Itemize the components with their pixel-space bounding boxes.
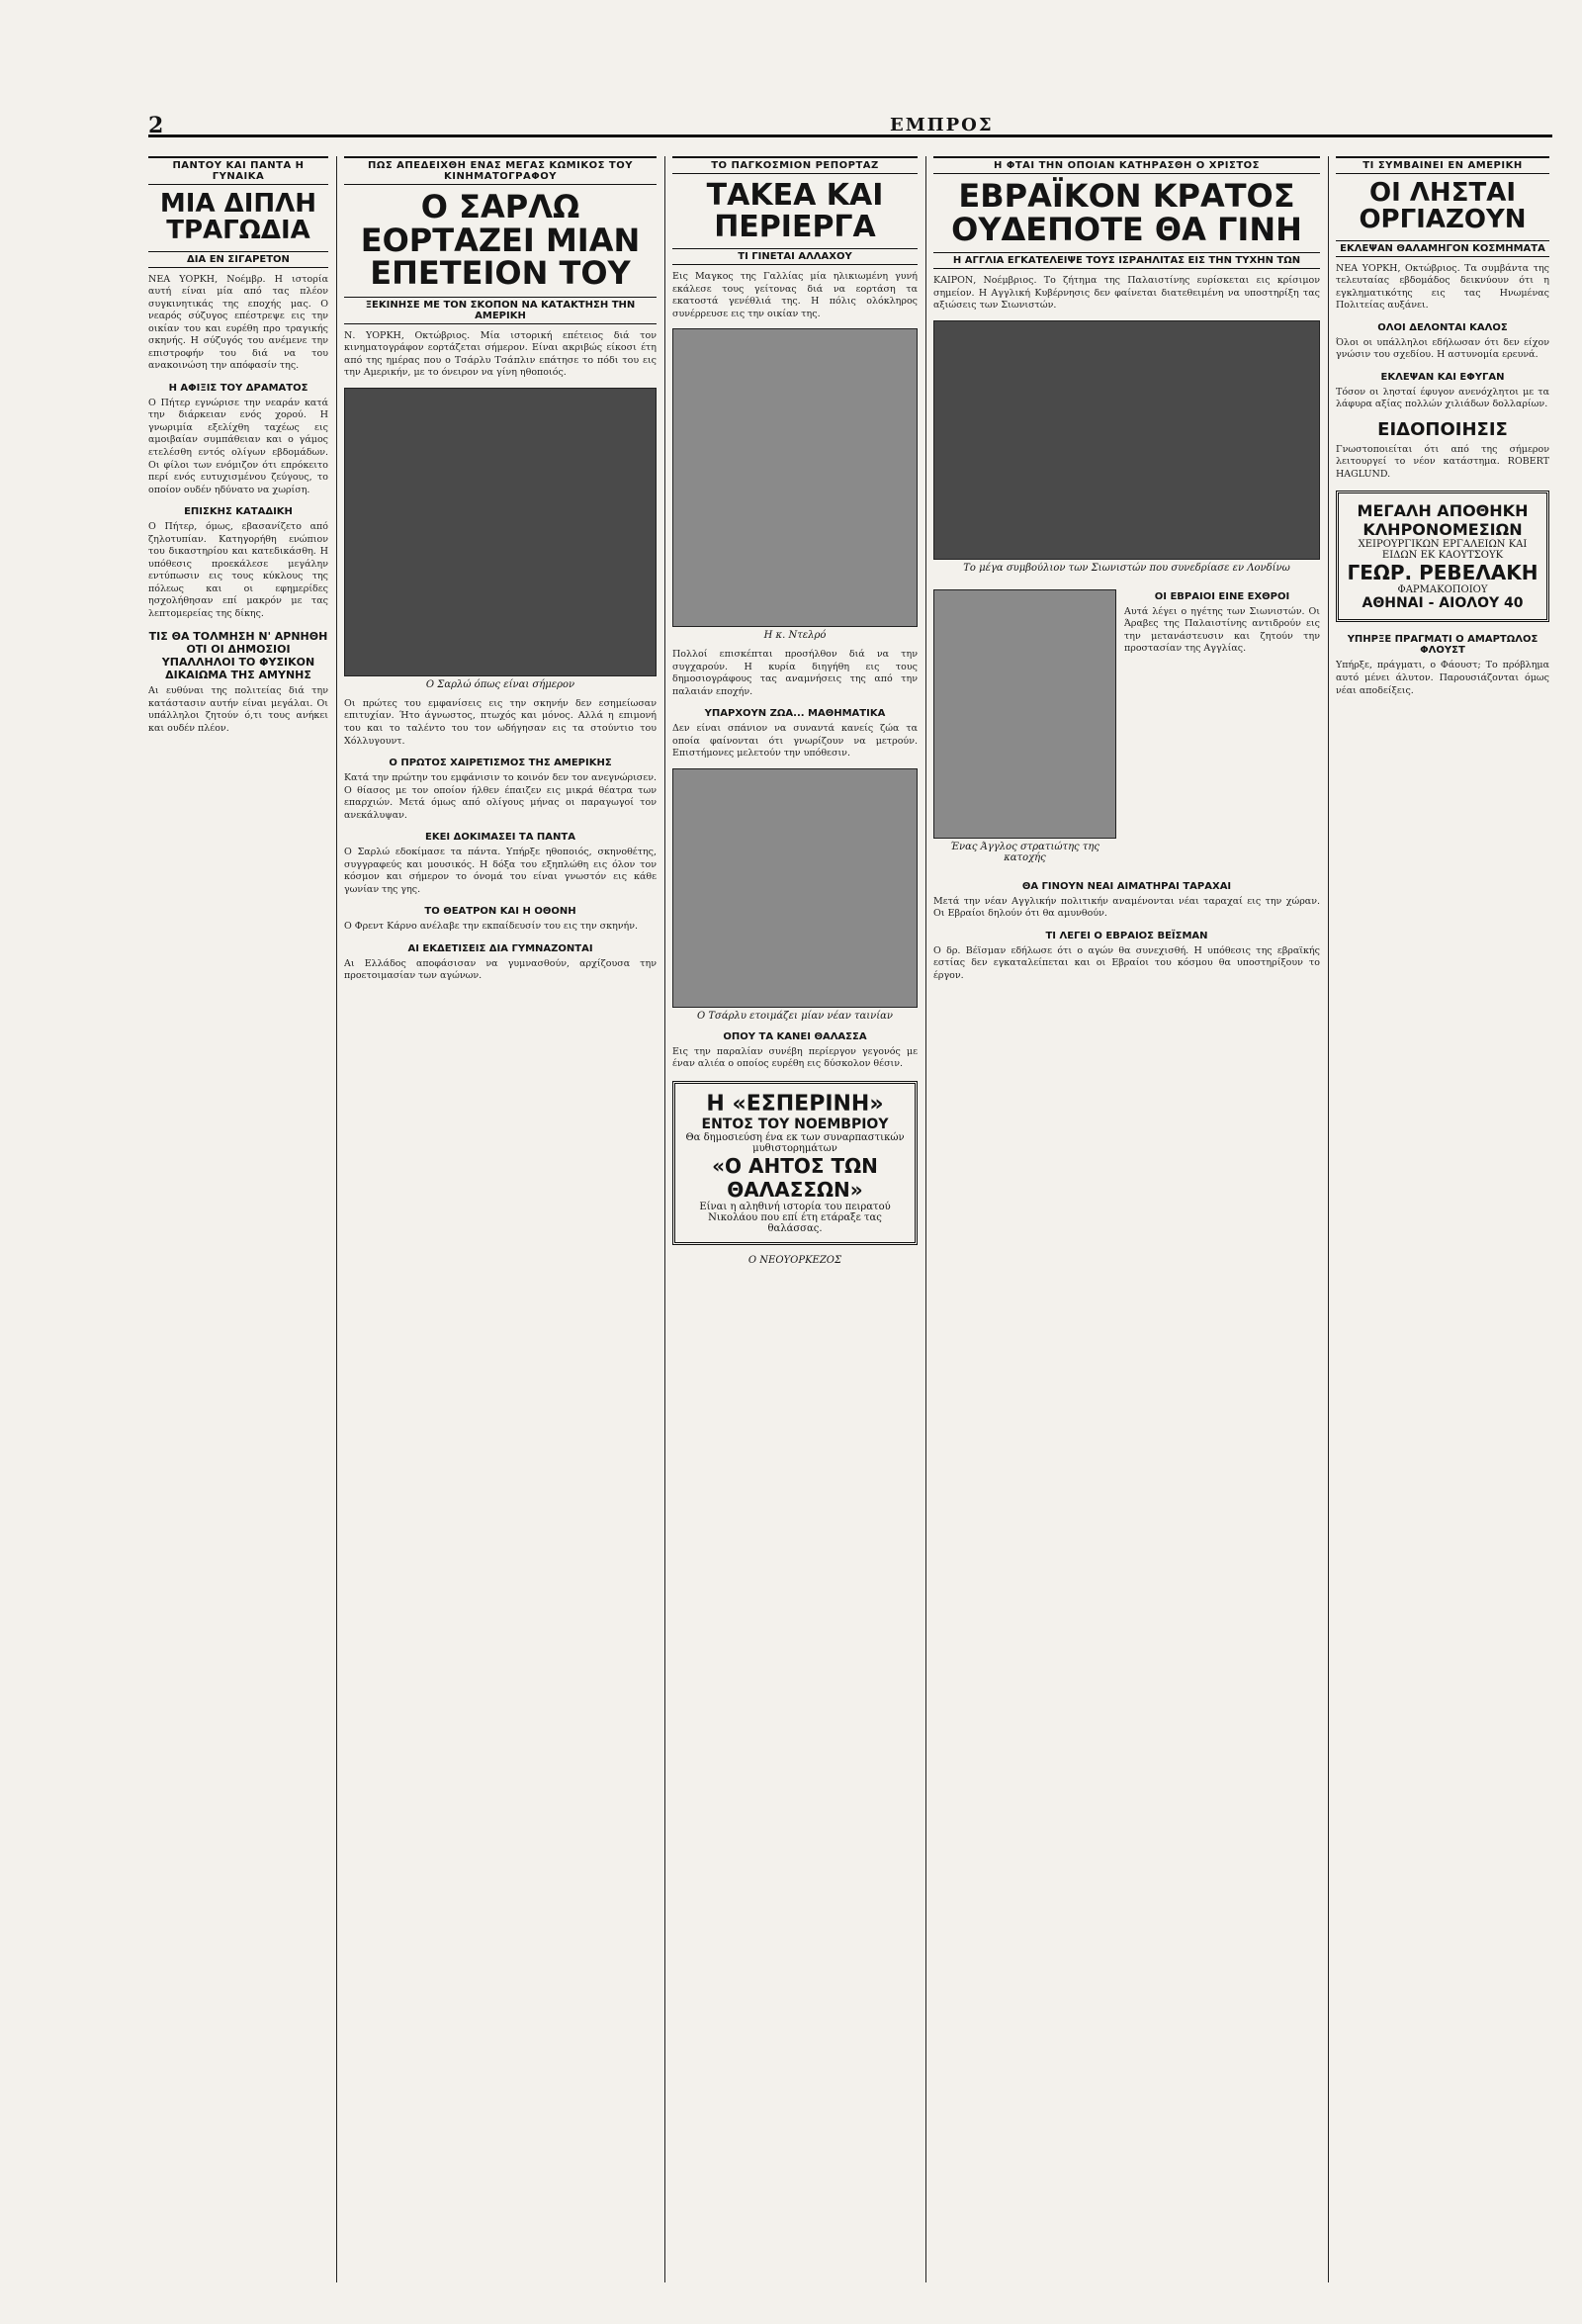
ad-address: ΑΘΗΝΑΙ - ΑΙΟΛΟΥ 40	[1362, 595, 1524, 612]
article-body: Ν. ΥΟΡΚΗ, Οκτώβριος. Μία ιστορική επέτειος διά τον κινηματογράφον εορτάζεται σήμερον. Είναι ακριβώς είκοσι έτη από της ημέρας που ο Τσάρλυ Τσάπλιν επάτησε το πόδι του εις την Αμερικήν, με το όνειρον να γίνη ηθοποιός.	[344, 329, 657, 379]
article-body: Εις την παραλίαν συνέβη περίεργον γεγονός με έναν αλιέα ο οποίος ευρέθη εις δύσκολον θέσιν.	[672, 1045, 918, 1070]
article-deck: ΔΙΑ ΕΝ ΣΙΓΑΡΕΤΟΝ	[148, 251, 328, 268]
article-subhead: ΕΠΙΣΚΗΣ ΚΑΤΑΔΙΚΗ	[184, 506, 293, 518]
photo-caption: Η κ. Ντελρό	[763, 630, 827, 642]
article-body: Ο δρ. Βέϊσμαν εδήλωσε ότι ο αγών θα συνεχισθή. Η υπόθεσις της εβραϊκής εστίας δεν εγκαταλείπεται και οι Εβραίοι του κόσμου θα υποστηρίξουν το έργον.	[933, 944, 1320, 981]
article-body: Κατά την πρώτην του εμφάνισιν το κοινόν δεν τον ανεγνώρισεν. Ο θίασος με τον οποίον ήλθεν έπαιζεν εις μικρά θέατρα των επαρχιών. Μετά όμως από ολίγους μήνας οι παραγωγοί τον ανεκάλυψαν.	[344, 772, 657, 821]
article-body: ΝΕΑ ΥΟΡΚΗ, Νοέμβρ. Η ιστορία αυτή είναι μία από τας πλέον συγκινητικάς της εποχής μας. Ο νεαρός σύζυγος επέστρεψε εις την οικίαν του και ευρέθη προ τραγικής σκηνής. Η σύζυγός του ανέμενε την επιστροφήν του διά να του ανακοινώση την απόφασίν της.	[148, 273, 328, 372]
article-subhead: ΤΙ ΛΕΓΕΙ Ο ΕΒΡΑΙΟΣ ΒΕΪΣΜΑΝ	[1045, 930, 1208, 941]
article-body: Μετά την νέαν Αγγλικήν πολιτικήν αναμένονται νέαι ταραχαί εις την χώραν. Οι Εβραίοι δηλούν ότι θα αμυνθούν.	[933, 895, 1320, 920]
article-chaplin	[344, 156, 657, 983]
article-body: Πολλοί επισκέπται προσήλθον διά να την συγχαρούν. Η κυρία διηγήθη εις τους δημοσιογράφους τας αναμνήσεις της από την παλαιάν εποχήν.	[672, 649, 918, 697]
article-headline: Ο ΣΑΡΛΩ ΕΟΡΤΑΖΕΙ ΜΙΑΝ ΕΠΕΤΕΙΟΝ ΤΟΥ	[360, 188, 641, 293]
article-double-tragedy	[148, 156, 328, 735]
pharmacy-advertisement	[1336, 491, 1549, 622]
article-body: Δεν είναι σπάνιον να συναντά κανείς ζώα τα οποία φαίνονται ότι γνωρίζουν να μετρούν. Επιστήμονες μελετούν την υπόθεσιν.	[672, 723, 918, 760]
article-subhead: ΤΟ ΘΕΑΤΡΟΝ ΚΑΙ Η ΟΘΟΝΗ	[424, 906, 576, 918]
article-body: ΝΕΑ ΥΟΡΚΗ, Οκτώβριος. Τα συμβάντα της τελευταίας εβδομάδος δεικνύουν ότι η εγκληματικότης εις τας Ηνωμένας Πολιτείας αυξάνει.	[1336, 262, 1549, 312]
article-subhead: ΥΠΑΡΧΟΥΝ ΖΩΑ... ΜΑΘΗΜΑΤΙΚΑ	[704, 708, 886, 720]
article-body: Ο Πήτερ, όμως, εβασανίζετο από ζηλοτυπίαν. Κατηγορήθη ενώπιον του δικαστηρίου και κατεδικάσθη. Η υπόθεσις προεκάλεσε μεγάλην εντύπωσιν εις τους κύκλους της πόλεως και οι εφημερίδες ησχολήθησαν επί μακρόν με τας λεπτομερείας της δίκης.	[148, 521, 328, 619]
notices-heading: ΕΙΔΟΠΟΙΗΣΙΣ	[1377, 418, 1508, 440]
photo-caption: Ο Τσάρλυ ετοιμάζει μίαν νέαν ταινίαν	[696, 1010, 893, 1022]
article-subhead: Ο ΠΡΩΤΟΣ ΧΑΙΡΕΤΙΣΜΟΣ ΤΗΣ ΑΜΕΡΙΚΗΣ	[389, 758, 612, 769]
article-body: Υπήρξε, πράγματι, ο Φάουστ; Το πρόβλημα αυτό μένει άλυτον. Παρουσιάζονται όμως νέαι αποδείξεις.	[1336, 660, 1549, 696]
article-deck: ΞΕΚΙΝΗΣΕ ΜΕ ΤΟΝ ΣΚΟΠΟΝ ΝΑ ΚΑΤΑΚΤΗΣΗ ΤΗΝ ΑΜΕΡΙΚΗ	[344, 297, 657, 324]
ad-line: Είναι η αληθινή ιστορία του πειρατού Νικολάου που επί έτη ετάραξε τας θαλάσσας.	[699, 1201, 891, 1234]
article-kicker: Η ΦΤΑΙ ΤΗΝ ΟΠΟΙΑΝ ΚΑΤΗΡΑΣΘΗ Ο ΧΡΙΣΤΟΣ	[933, 156, 1320, 174]
article-deck: ΕΚΛΕΨΑΝ ΘΑΛΑΜΗΓΟΝ ΚΟΣΜΗΜΑΤΑ	[1336, 240, 1549, 257]
ad-title: ΜΕΓΑΛΗ ΑΠΟΘΗΚΗ ΚΛΗΡΟΝΟΜΕΣΙΩΝ	[1357, 501, 1529, 540]
article-robbers	[1336, 156, 1549, 697]
article-kicker: ΠΑΝΤΟΥ ΚΑΙ ΠΑΝΤΑ Η ΓΥΝΑΙΚΑ	[148, 156, 328, 185]
article-body: Ο Σαρλώ εδοκίμασε τα πάντα. Υπήρξε ηθοποιός, σκηνοθέτης, συγγραφεύς και μουσικός. Η δόξα του εξηπλώθη εις όλον τον κόσμον και σήμερον το όνομά του είναι γνωστόν εις κάθε γωνίαν της γης.	[344, 847, 657, 895]
page-number: 2	[148, 113, 164, 138]
article-kicker: ΤΙ ΣΥΜΒΑΙΝΕΙ ΕΝ ΑΜΕΡΙΚΗ	[1336, 156, 1549, 174]
article-body: Αι Ελλάδος αποφάσισαν να γυμνασθούν, αρχίζουσα την προετοιμασίαν των αγώνων.	[344, 957, 657, 982]
article-body: Οι πρώτες του εμφανίσεις εις την σκηνήν δεν εσημείωσαν επιτυχίαν. Ήτο άγνωστος, πτωχός και μόνος. Αλλά η επιμονή του και το ταλέντο του τον ωδήγησαν εις τα στούντιο του Χόλλυγουντ.	[344, 697, 657, 747]
photo-caption: Ένας Άγγλος στρατιώτης της κατοχής	[950, 841, 1099, 863]
article-headline: ΜΙΑ ΔΙΠΛΗ ΤΡΑΓΩΔΙΑ	[159, 189, 317, 246]
article-subhead: ΥΠΗΡΞΕ ΠΡΑΓΜΑΤΙ Ο ΑΜΑΡΤΩΛΟΣ ΦΛΟΥΣΤ	[1347, 634, 1538, 657]
column-rule	[336, 156, 337, 2282]
split-left	[933, 581, 1116, 871]
article-headline: ΕΒΡΑΪΚΟΝ ΚΡΑΤΟΣ ΟΥΔΕΠΟΤΕ ΘΑ ΓΙΝΗ	[951, 177, 1302, 248]
woman-photo	[672, 328, 918, 627]
ad-line: ΕΝΤΟΣ ΤΟΥ ΝΟΕΜΒΡΙΟΥ	[701, 1116, 889, 1132]
article-jewish-state	[933, 156, 1320, 982]
article-kicker: ΠΩΣ ΑΠΕΔΕΙΧΘΗ ΕΝΑΣ ΜΕΓΑΣ ΚΩΜΙΚΟΣ ΤΟΥ ΚΙΝΗΜΑΤΟΓΡΑΦΟΥ	[344, 156, 657, 185]
article-headline: ΤΑΚΕΑ ΚΑΙ ΠΕΡΙΕΡΓΑ	[706, 178, 884, 244]
ad-title: Η «ΕΣΠΕΡΙΝΗ»	[706, 1091, 884, 1117]
article-subhead: ΤΙΣ ΘΑ ΤΟΛΜΗΣΗ Ν' ΑΡΝΗΘΗ ΟΤΙ ΟΙ ΔΗΜΟΣΙΟΙ ΥΠΑΛΛΗΛΟΙ ΤΟ ΦΥΣΙΚΟΝ ΔΙΚΑΙΩΜΑ ΤΗΣ ΑΜΥΝΗΣ	[148, 630, 328, 682]
column-rule	[1328, 156, 1329, 2282]
article-body: Τόσον οι λησταί έφυγον ανενόχλητοι με τα λάφυρα αξίας πολλών χιλιάδων δολλαρίων.	[1336, 386, 1549, 410]
ad-main-title: «Ο ΑΗΤΟΣ ΤΩΝ ΘΑΛΑΣΣΩΝ»	[712, 1153, 878, 1202]
photo-caption: Ο Σαρλώ όπως είναι σήμερον	[425, 678, 575, 690]
zionist-council-photo	[933, 320, 1320, 560]
article-kicker: ΤΟ ΠΑΓΚΟΣΜΙΟΝ ΡΕΠΟΡΤΑΖ	[672, 156, 918, 174]
article-deck: ΤΙ ΓΙΝΕΤΑΙ ΑΛΛΑΧΟΥ	[672, 248, 918, 265]
ad-name: ΓΕΩΡ. ΡΕΒΕΛΑΚΗ	[1347, 561, 1538, 585]
article-body: Ο Πήτερ εγνώρισε την νεαράν κατά την διάρκειαν ενός χορού. Η γνωριμία εξελίχθη ταχέως εις αμοιβαίαν συμπάθειαν και ο γάμος ετελέσθη εντός ολίγων εβδομάδων. Οι φίλοι των ενόμιζον ότι επρόκειτο περί ενός ευτυχισμένου ζεύγους, το οποίον ουδέν ηδύνατο να χωρίση.	[148, 397, 328, 495]
masthead-rule	[148, 134, 1552, 137]
chaplin-photo	[344, 388, 657, 676]
ad-line: ΦΑΡΜΑΚΟΠΟΙΟΥ	[1397, 584, 1488, 596]
esperini-advertisement	[672, 1081, 918, 1245]
footer-signature: Ο ΝΕΟΥΟΡΚΕΖΟΣ	[747, 1254, 842, 1266]
article-subhead: ΑΙ ΕΚΔΕΤΙΣΕΙΣ ΔΙΑ ΓΥΜΝΑΖΟΝΤΑΙ	[407, 942, 593, 954]
article-body: Εις Μαγκος της Γαλλίας μία ηλικιωμένη γυνή εκάλεσε τους γείτονας διά να εορτάση τα εκατοστά γενέθλιά της. Η πόλις ολόκληρος συνέρρευσε εις την οικίαν της.	[672, 271, 918, 319]
column-rule	[664, 156, 665, 2282]
split-right	[1124, 581, 1320, 871]
photo-caption: Το μέγα συμβούλιον των Σιωνιστών που συνεδρίασε εν Λονδίνω	[963, 562, 1290, 574]
article-headline: ΟΙ ΛΗΣΤΑΙ ΟΡΓΙΑΖΟΥΝ	[1359, 178, 1527, 235]
article-subhead: ΟΙ ΕΒΡΑΙΟΙ ΕΙΝΕ ΕΧΘΡΟΙ	[1154, 590, 1290, 602]
article-body: Αυτά λέγει ο ηγέτης των Σιωνιστών. Οι Άραβες της Παλαιστίνης αντιδρούν εις την μετανάστευσιν και ζητούν την προστασίαν της Αγγλίας.	[1124, 605, 1320, 655]
article-subhead: ΕΚΛΕΨΑΝ ΚΑΙ ΕΦΥΓΑΝ	[1380, 371, 1505, 383]
article-subhead: ΟΛΟΙ ΔΕΛΟΝΤΑΙ ΚΑΛΟΣ	[1377, 321, 1508, 333]
chaplin-portrait-photo	[672, 768, 918, 1008]
ad-line: Θα δημοσιεύση ένα εκ των συναρπαστικών μυθιστορημάτων	[685, 1131, 905, 1154]
article-subhead: ΘΑ ΓΙΝΟΥΝ ΝΕΑΙ ΑΙΜΑΤΗΡΑΙ ΤΑΡΑΧΑΙ	[1021, 880, 1232, 892]
article-curiosities	[672, 156, 918, 1274]
article-deck: Η ΑΓΓΛΙΑ ΕΓΚΑΤΕΛΕΙΨΕ ΤΟΥΣ ΙΣΡΑΗΛΙΤΑΣ ΕΙΣ ΤΗΝ ΤΥΧΗΝ ΤΩΝ	[933, 252, 1320, 269]
newspaper-title: ΕΜΠΡΟΣ	[890, 115, 994, 135]
article-body: ΚΑΙΡΟΝ, Νοέμβριος. Το ζήτημα της Παλαιστίνης ευρίσκεται εις κρίσιμον σημείον. Η Αγγλική Κυβέρνησις δεν φαίνεται διατεθειμένη να υποστηρίξη τας αξιώσεις των Σιωνιστών.	[933, 275, 1320, 312]
column-rule	[925, 156, 926, 2282]
article-body: Όλοι οι υπάλληλοι εδήλωσαν ότι δεν είχον γνώσιν του σχεδίου. Η αστυνομία ερευνά.	[1336, 336, 1549, 361]
split-section	[933, 581, 1320, 871]
article-body: Αι ευθύναι της πολιτείας διά την κατάστασιν αυτήν είναι μεγάλαι. Οι υπάλληλοι ζητούν ό,τι τους ανήκει και ουδέν πλέον.	[148, 685, 328, 734]
article-subhead: Η ΑΦΙΞΙΣ ΤΟΥ ΔΡΑΜΑΤΟΣ	[168, 382, 308, 394]
article-subhead: ΕΚΕΙ ΔΟΚΙΜΑΣΕΙ ΤΑ ΠΑΝΤΑ	[425, 832, 575, 844]
article-subhead: ΟΠΟΥ ΤΑ ΚΑΝΕΙ ΘΑΛΑΣΣΑ	[723, 1030, 867, 1042]
masthead	[148, 113, 1552, 138]
notice-body: Γνωστοποιείται ότι από της σήμερον λειτουργεί το νέον κατάστημα. ROBERT HAGLUND.	[1336, 443, 1549, 480]
ad-line: ΧΕΙΡΟΥΡΓΙΚΩΝ ΕΡΓΑΛΕΙΩΝ ΚΑΙ ΕΙΔΩΝ ΕΚ ΚΑΟΥΤΣΟΥΚ	[1358, 539, 1528, 562]
soldier-photo	[933, 589, 1116, 839]
article-body: Ο Φρεντ Κάρνο ανέλαβε την εκπαίδευσίν του εις την σκηνήν.	[344, 921, 639, 933]
